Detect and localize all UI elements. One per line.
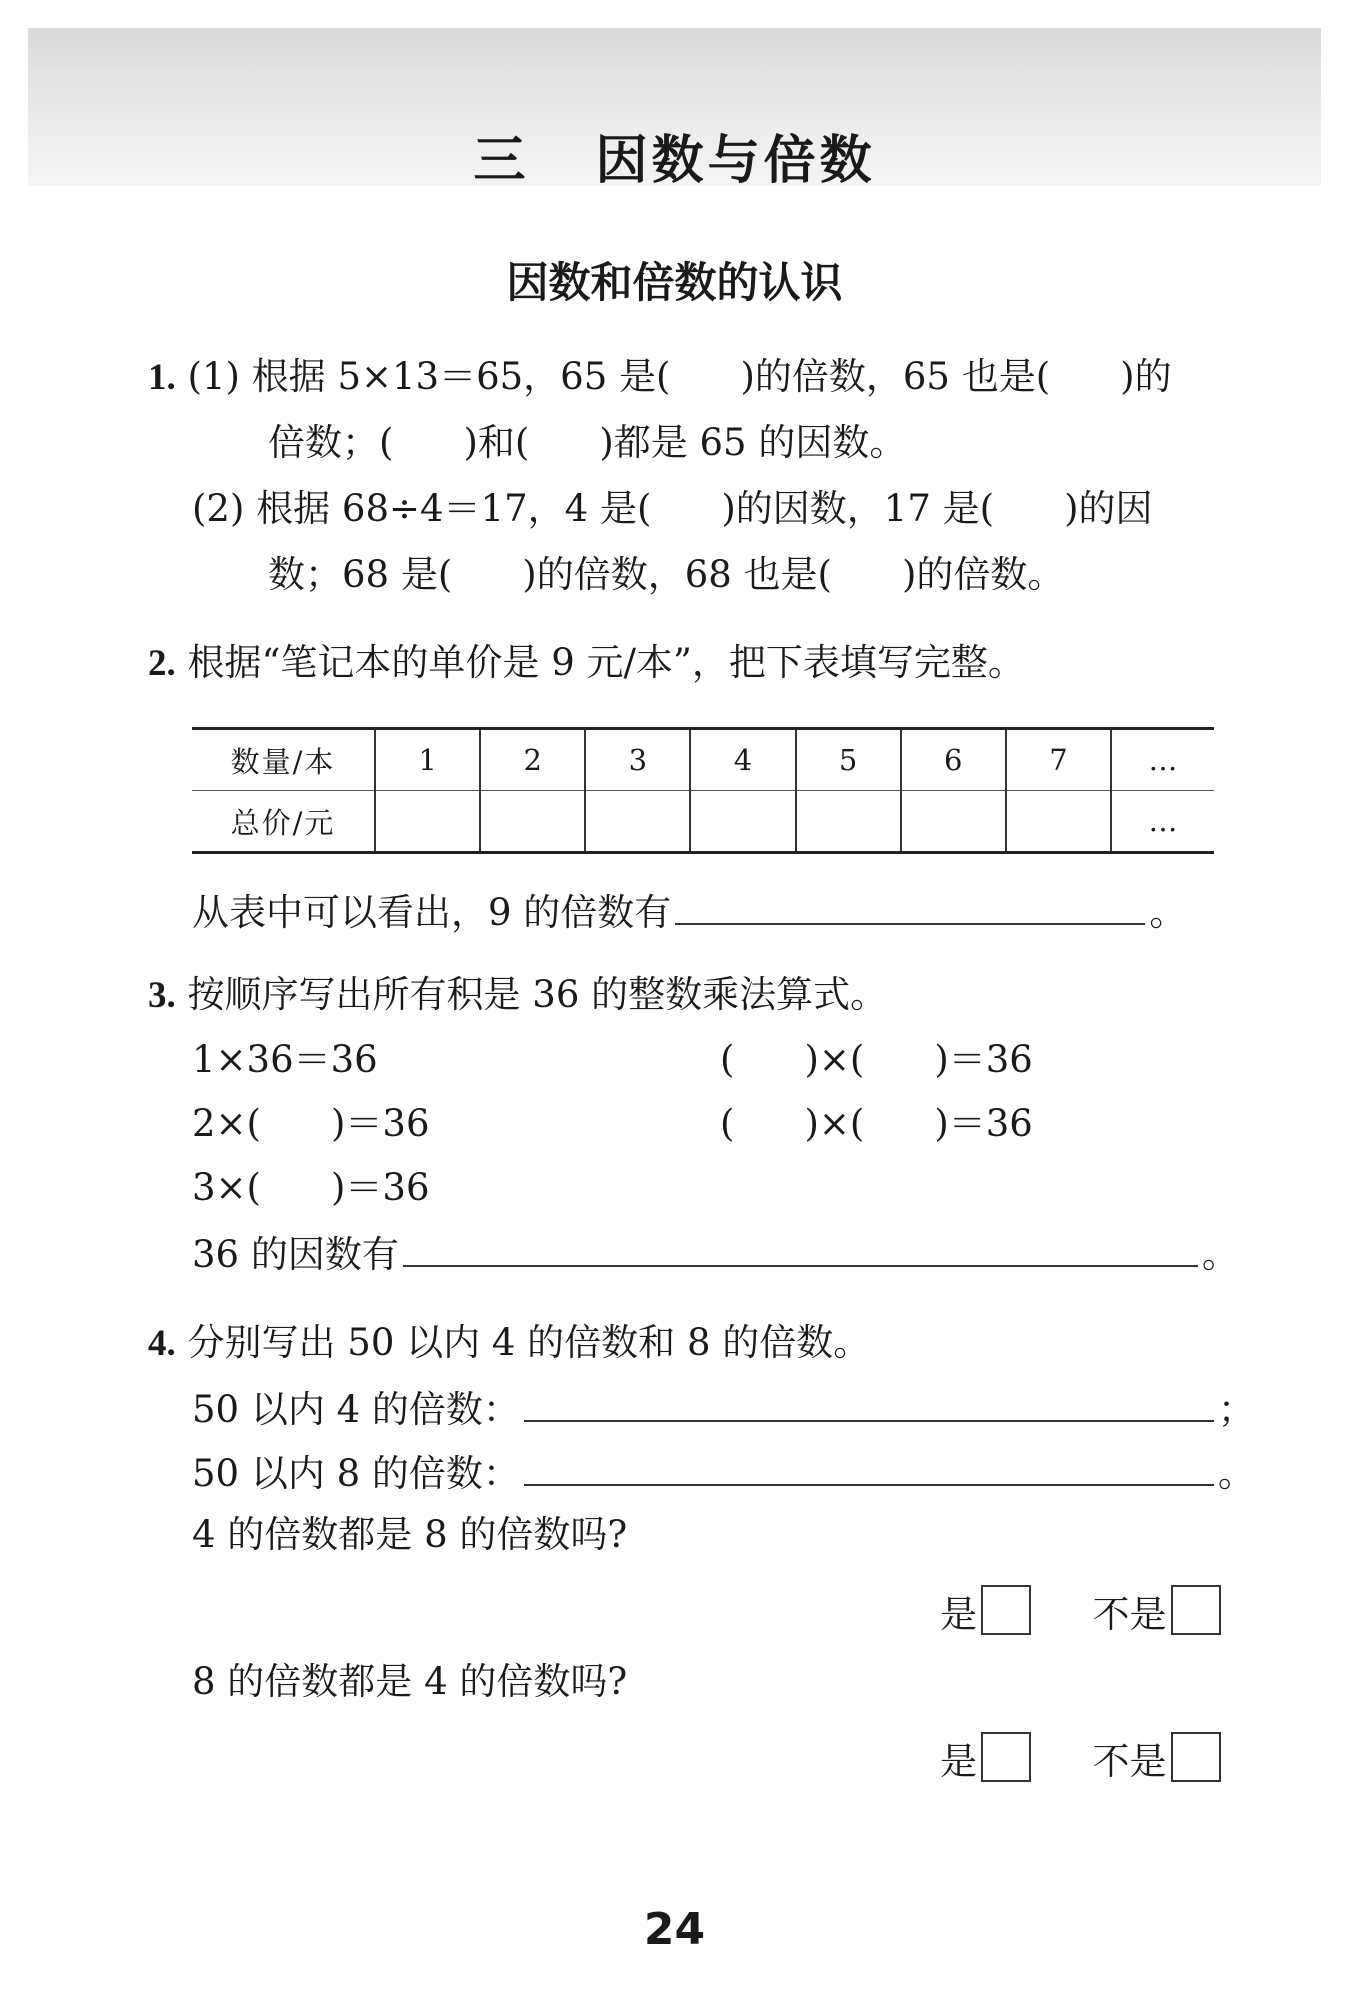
punctuation: 。 <box>1217 1452 1255 1495</box>
q4-answer1-row <box>940 1585 1221 1640</box>
row-header-quantity: 数量/本 <box>192 729 375 791</box>
answer-blank[interactable] <box>403 1227 1198 1267</box>
equation: )×( <box>804 1038 865 1081</box>
q1-line2 <box>268 418 906 468</box>
q1-text: )的因 <box>1064 487 1153 530</box>
page-number: 24 <box>643 1904 706 1955</box>
q4-mult8-line <box>192 1446 1255 1499</box>
q2-number: 2. <box>148 643 176 684</box>
answer-blank[interactable] <box>524 1446 1214 1486</box>
ellipsis-cell: … <box>1111 729 1214 791</box>
equation: )＝36 <box>330 1166 430 1209</box>
table-row <box>192 729 1214 791</box>
q4-mult8-label: 50 以内 8 的倍数： <box>192 1452 520 1495</box>
answer-blank[interactable] <box>524 1382 1214 1422</box>
q3-number: 3. <box>148 975 176 1016</box>
q3-eq5 <box>720 1099 1033 1149</box>
q2-follow-line <box>192 885 1186 938</box>
yes-checkbox[interactable] <box>981 1585 1031 1635</box>
equation: )×( <box>804 1102 865 1145</box>
q3-text: 按顺序写出所有积是 36 的整数乘法算式。 <box>187 973 888 1016</box>
q1-text: )的倍数。 <box>902 553 1065 596</box>
equation: 1×36＝36 <box>192 1038 378 1081</box>
yes-checkbox[interactable] <box>981 1732 1031 1782</box>
q3-eq4 <box>720 1035 1033 1085</box>
yes-label: 是 <box>940 1593 977 1636</box>
ellipsis-cell: … <box>1111 791 1214 853</box>
total-cell[interactable] <box>1006 791 1111 853</box>
row-header-total: 总价/元 <box>192 791 375 853</box>
quantity-cell: 6 <box>901 729 1006 791</box>
equation: )＝36 <box>330 1102 430 1145</box>
total-cell[interactable] <box>796 791 901 853</box>
total-cell[interactable] <box>375 791 480 853</box>
q2-line <box>148 638 1025 689</box>
chapter-title: 三 因数与倍数 <box>473 131 876 191</box>
q4-line <box>148 1318 870 1369</box>
table-row <box>192 791 1214 853</box>
q1-text: 倍数；( <box>268 421 394 464</box>
q4-question1-text: 4 的倍数都是 8 的倍数吗? <box>192 1513 628 1556</box>
q1-text: (1) 根据 5×13＝65，65 是( <box>187 355 671 398</box>
no-checkbox[interactable] <box>1171 1585 1221 1635</box>
quantity-cell: 4 <box>690 729 795 791</box>
q4-mult4-line <box>192 1382 1255 1435</box>
q3-factors-text: 36 的因数有 <box>192 1233 399 1276</box>
punctuation: 。 <box>1149 891 1187 934</box>
answer-blank[interactable] <box>675 885 1145 925</box>
q3-factors-line <box>192 1227 1239 1280</box>
quantity-cell: 2 <box>480 729 585 791</box>
q4-question2-text: 8 的倍数都是 4 的倍数吗? <box>192 1660 628 1703</box>
no-label: 不是 <box>1092 1593 1167 1636</box>
q1-text: )的倍数，65 也是( <box>740 355 1051 398</box>
quantity-cell: 1 <box>375 729 480 791</box>
section-title: 因数和倍数的认识 <box>506 258 843 307</box>
q3-eq3 <box>192 1163 430 1213</box>
q1-line3 <box>192 484 1153 534</box>
q2-text: 根据“笔记本的单价是 9 元/本”，把下表填写完整。 <box>187 641 1025 684</box>
q1-line1 <box>148 352 1172 403</box>
q4-mult4-label: 50 以内 4 的倍数： <box>192 1388 520 1431</box>
price-table <box>192 727 1214 854</box>
q3-eq1 <box>192 1035 378 1085</box>
q1-text: )都是 65 的因数。 <box>599 421 907 464</box>
q4-answer2-row <box>940 1732 1221 1787</box>
equation: ( <box>720 1038 735 1081</box>
q1-text: (2) 根据 68÷4＝17，4 是( <box>192 487 652 530</box>
punctuation: 。 <box>1201 1233 1239 1276</box>
q1-line4 <box>268 550 1064 600</box>
q3-line <box>148 970 887 1021</box>
q1-text: )的因数，17 是( <box>721 487 995 530</box>
q1-text: )和( <box>463 421 530 464</box>
no-checkbox[interactable] <box>1171 1732 1221 1782</box>
quantity-cell: 5 <box>796 729 901 791</box>
equation: 2×( <box>192 1102 261 1145</box>
equation: 3×( <box>192 1166 261 1209</box>
quantity-cell: 3 <box>585 729 690 791</box>
quantity-cell: 7 <box>1006 729 1111 791</box>
punctuation: ； <box>1217 1388 1255 1431</box>
q4-number: 4. <box>148 1323 176 1364</box>
total-cell[interactable] <box>901 791 1006 853</box>
q1-text: )的 <box>1120 355 1172 398</box>
q4-text: 分别写出 50 以内 4 的倍数和 8 的倍数。 <box>187 1321 871 1364</box>
no-label: 不是 <box>1092 1740 1167 1783</box>
q1-text: )的倍数，68 也是( <box>522 553 832 596</box>
total-cell[interactable] <box>690 791 795 853</box>
total-cell[interactable] <box>480 791 585 853</box>
equation: )＝36 <box>934 1038 1033 1081</box>
yes-label: 是 <box>940 1740 977 1783</box>
total-cell[interactable] <box>585 791 690 853</box>
equation: ( <box>720 1102 735 1145</box>
q2-follow-text: 从表中可以看出，9 的倍数有 <box>192 891 672 934</box>
q4-question2 <box>192 1657 627 1707</box>
q1-number: 1. <box>148 357 176 398</box>
q4-question1 <box>192 1510 627 1560</box>
q1-text: 数；68 是( <box>268 553 453 596</box>
q3-eq2 <box>192 1099 430 1149</box>
equation: )＝36 <box>934 1102 1033 1145</box>
